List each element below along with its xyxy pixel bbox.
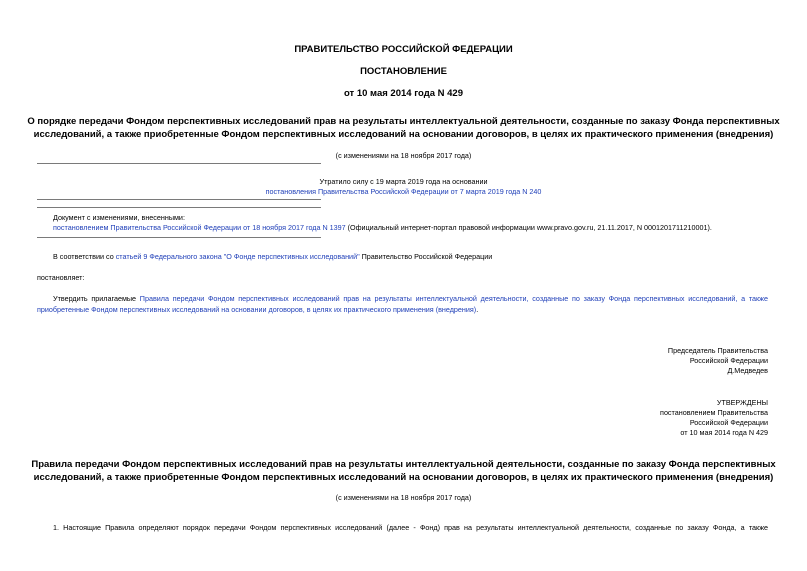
document-title-line-1: О порядке передачи Фондом перспективных исследований прав на результаты интеллектуальной деятельности, созданные по заказу Фонда перспективных (27, 116, 780, 127)
rules-title-line-1: Правила передачи Фондом перспективных исследований прав на результаты интеллектуальной деятельности, созданные по заказу Фонда перспективных (31, 459, 776, 470)
changes-label: Документ с изменениями, внесенными: (53, 213, 185, 222)
basis-paragraph (53, 252, 492, 261)
document-title-line-2: исследований, а также приобретенные Фондом перспективных исследований на основании договоров, в целях их практического применения (внедрения) (33, 129, 774, 140)
decides-text: постановляет: (37, 273, 85, 282)
document-type: ПОСТАНОВЛЕНИЕ (360, 66, 447, 77)
approved-line-1: УТВЕРЖДЕНЫ (716, 398, 768, 407)
lost-force-link[interactable]: постановления Правительства Российской Федерации от 7 марта 2019 года N 240 (265, 187, 542, 196)
rules-title-line-2: исследований, а также приобретенные Фондом перспективных исследований на основании договоров, в целях их практического применения (внедрения) (33, 472, 774, 483)
separator-line (37, 237, 321, 238)
approve-text-pre: Утвердить прилагаемые (53, 294, 140, 303)
changes-link[interactable]: постановлением Правительства Российской Федерации от 18 ноября 2017 года N 1397 (53, 223, 346, 232)
signature-line-3: Д.Медведев (727, 366, 768, 375)
changes-source: (Официальный интернет-портал правовой информации www.pravo.gov.ru, 21.11.2017, N 0001201711210001). (345, 223, 712, 232)
separator-line (37, 163, 321, 164)
lost-force-text: Утратило силу с 19 марта 2019 года на основании (319, 177, 488, 186)
basis-text-post: Правительство Российской Федерации (359, 252, 493, 261)
rules-link-continued[interactable]: приобретенные Фондом перспективных исследований на основании договоров, в целях их практического применения (внедрения) (37, 305, 477, 314)
approved-line-2: постановлением Правительства (660, 408, 768, 417)
federal-law-link[interactable]: статьей 9 Федерального закона "О Фонде перспективных исследований" (115, 252, 360, 261)
separator-line (37, 207, 321, 208)
signature-line-2: Российской Федерации (689, 356, 768, 365)
approved-line-4: от 10 мая 2014 года N 429 (680, 428, 768, 437)
approve-paragraph-line-2 (37, 305, 478, 314)
approve-paragraph-line-1 (37, 294, 768, 303)
basis-text-pre: В соответствии со (53, 252, 116, 261)
approve-text-post: . (476, 305, 479, 314)
rules-link[interactable]: Правила передачи Фондом перспективных исследований прав на результаты интеллектуальной деятельности, созданные по заказу Фонда перспективных исследований, а также (139, 294, 768, 303)
government-header: ПРАВИТЕЛЬСТВО РОССИЙСКОЙ ФЕДЕРАЦИИ (294, 44, 513, 55)
changes-line (53, 223, 712, 232)
amended-note: (с изменениями на 18 ноября 2017 года) (335, 151, 472, 160)
approved-line-3: Российской Федерации (689, 418, 768, 427)
document-date-number: от 10 мая 2014 года N 429 (343, 88, 464, 99)
rules-item-1: 1. Настоящие Правила определяют порядок передачи Фондом перспективных исследований (далее - Фонд) прав на результаты интеллектуальной деятельности, созданные по заказу Фонда, а также (53, 523, 768, 532)
rules-amended-note: (с изменениями на 18 ноября 2017 года) (335, 493, 472, 502)
signature-line-1: Председатель Правительства (667, 346, 768, 355)
separator-line (37, 199, 321, 200)
